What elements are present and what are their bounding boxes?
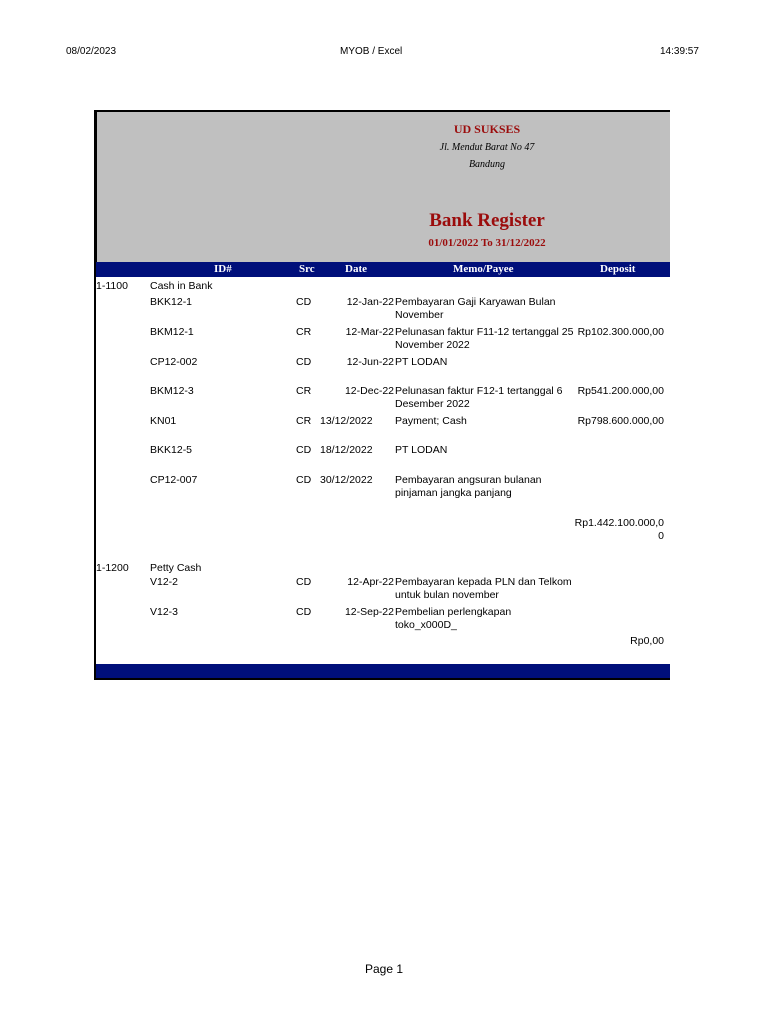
- row-deposit: Rp102.300.000,00: [577, 326, 664, 338]
- company-name: UD SUKSES: [453, 122, 521, 136]
- row-src: CD: [296, 606, 312, 618]
- row-date: 18/12/2022: [320, 444, 373, 456]
- page-header-date: 08/02/2023: [66, 46, 117, 57]
- row-id: CP12-002: [150, 356, 198, 368]
- page-header-time: 14:39:57: [660, 46, 699, 57]
- report-title: Bank Register: [429, 210, 545, 231]
- row-memo: Pembayaran Gaji Karyawan Bulan November: [395, 296, 556, 321]
- row-src: CD: [296, 474, 312, 486]
- bank-register-report: [94, 110, 670, 680]
- row-date: 12-Dec-22: [344, 385, 394, 397]
- row-src: CR: [296, 415, 312, 427]
- column-date: Date: [345, 263, 367, 275]
- row-date: 12-Jan-22: [346, 296, 394, 308]
- column-id: ID#: [214, 263, 232, 275]
- row-date: 12-Sep-22: [344, 606, 394, 618]
- row-id: BKK12-1: [150, 296, 193, 308]
- row-memo: Payment; Cash: [395, 415, 467, 427]
- row-id: KN01: [150, 415, 177, 427]
- company-address: Jl. Mendut Barat No 47: [439, 142, 535, 153]
- page-number: Page 1: [364, 962, 404, 976]
- row-memo: PT LODAN: [395, 356, 448, 368]
- row-date: 12-Apr-22: [347, 576, 394, 588]
- row-memo: Pembayaran angsuran bulanan pinjaman jangka panjang: [395, 474, 542, 499]
- row-deposit: Rp541.200.000,00: [577, 385, 664, 397]
- account-total: Rp0,00: [630, 635, 664, 647]
- row-date: 12-Mar-22: [345, 326, 394, 338]
- account-name: Petty Cash: [150, 562, 202, 574]
- row-src: CD: [296, 296, 312, 308]
- row-id: V12-3: [150, 606, 179, 618]
- row-date: 12-Jun-22: [346, 356, 394, 368]
- row-src: CR: [296, 385, 312, 397]
- column-memo: Memo/Payee: [453, 263, 514, 275]
- row-date: 13/12/2022: [320, 415, 373, 427]
- row-id: BKM12-1: [150, 326, 194, 338]
- report-banner: [96, 112, 670, 262]
- row-memo: Pembayaran kepada PLN dan Telkom untuk bulan november: [395, 576, 572, 601]
- company-city: Bandung: [468, 159, 506, 170]
- row-src: CD: [296, 356, 312, 368]
- report-bottom-bar: [96, 664, 670, 678]
- row-memo: Pembelian perlengkapan toko_x000D_: [395, 606, 512, 631]
- column-deposit: Deposit: [600, 263, 636, 275]
- row-memo: Pelunasan faktur F12-1 tertanggal 6 Desember 2022: [395, 385, 563, 410]
- account-name: Cash in Bank: [150, 280, 213, 292]
- row-id: V12-2: [150, 576, 179, 588]
- row-id: BKM12-3: [150, 385, 194, 397]
- report-period: 01/01/2022 To 31/12/2022: [428, 237, 546, 249]
- row-id: CP12-007: [150, 474, 198, 486]
- account-code: 1-1100: [96, 280, 128, 292]
- account-total: Rp1.442.100.000,00: [574, 517, 664, 542]
- row-memo: PT LODAN: [395, 444, 448, 456]
- column-header-bar: [96, 262, 670, 277]
- row-memo: Pelunasan faktur F11-12 tertanggal 25 November 2022: [395, 326, 574, 351]
- account-code: 1-1200: [96, 562, 129, 574]
- row-deposit: Rp798.600.000,00: [577, 415, 664, 427]
- row-src: CD: [296, 444, 312, 456]
- row-src: CR: [296, 326, 312, 338]
- row-src: CD: [296, 576, 312, 588]
- column-src: Src: [299, 263, 315, 275]
- page-header-app: MYOB / Excel: [340, 46, 403, 57]
- row-date: 30/12/2022: [320, 474, 373, 486]
- row-id: BKK12-5: [150, 444, 193, 456]
